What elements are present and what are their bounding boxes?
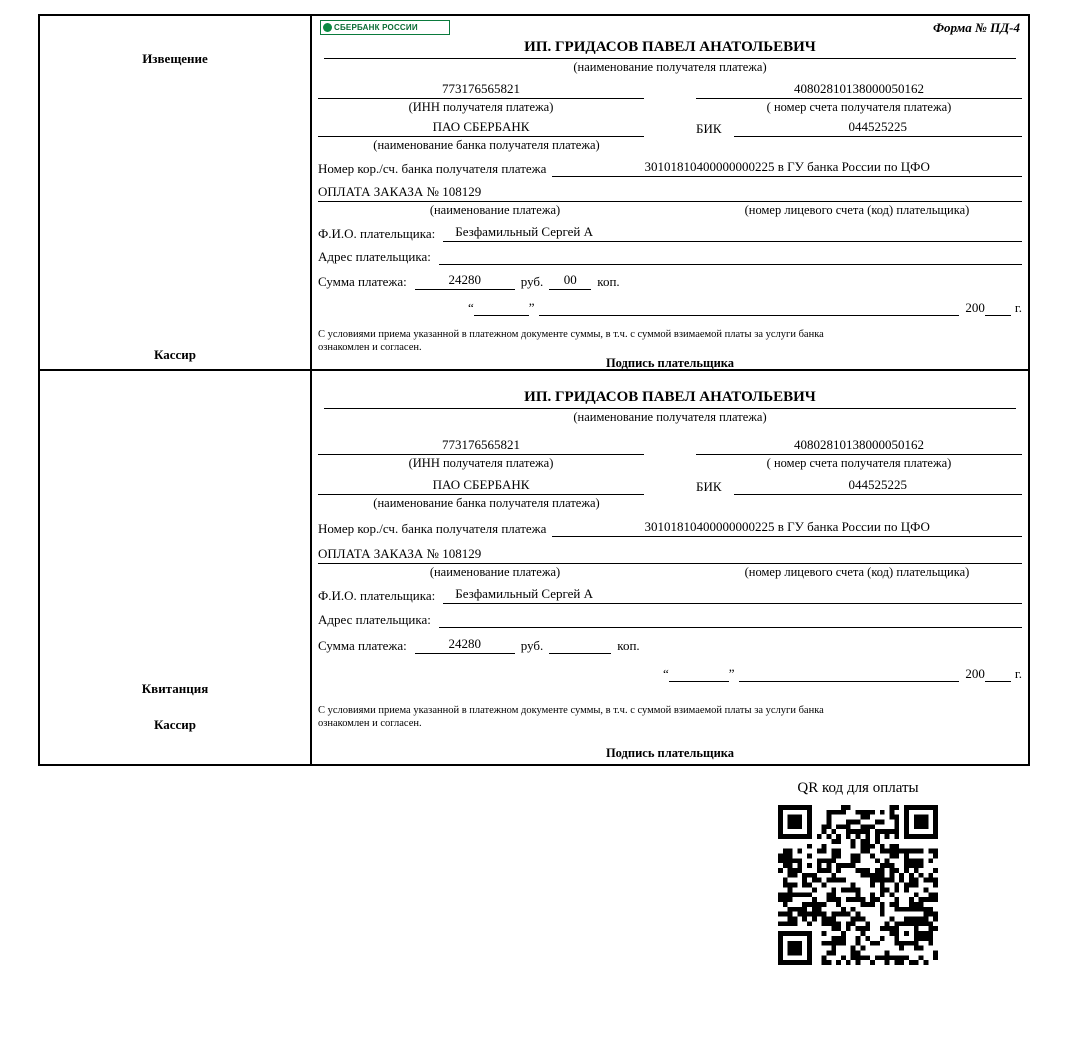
- signature-label-bottom: Подпись плательщика: [605, 746, 735, 761]
- account-value-bottom: 40802810138000050162: [696, 437, 1022, 455]
- right-column-top: [312, 16, 1028, 369]
- payer-address-value-bottom: [439, 626, 1022, 628]
- bik-label-bottom: БИК: [696, 479, 722, 494]
- korschet-value-bottom: 30101810400000000225 в ГУ банка России по ЦФО: [552, 519, 1022, 537]
- terms-line2-bottom: ознакомлен и согласен.: [318, 718, 422, 730]
- account-value-top: 40802810138000050162: [696, 81, 1022, 99]
- sberbank-logo: [320, 20, 450, 35]
- sum-label-bottom: Сумма платежа:: [318, 638, 407, 653]
- payer-address-value-top: [439, 263, 1022, 265]
- bik-label-top: БИК: [696, 121, 722, 136]
- payment-name-caption-top: (наименование платежа): [429, 203, 561, 217]
- date-quote-close-top: ”: [528, 300, 535, 315]
- date-year-blank-bottom: [985, 680, 1011, 682]
- payee-name-bottom: ИП. ГРИДАСОВ ПАВЕЛ АНАТОЛЬЕВИЧ: [324, 389, 1016, 409]
- left-column-bottom: [40, 371, 312, 764]
- label-kassir-bottom: Кассир: [153, 717, 196, 732]
- payer-fio-value-bottom: Безфамильный Сергей А: [443, 586, 1022, 604]
- qr-code-image: [778, 805, 938, 965]
- sum-kop-value-top: 00: [549, 272, 591, 290]
- sberbank-emblem-icon: [323, 23, 332, 32]
- form-number-top: Форма № ПД-4: [932, 20, 1020, 35]
- payee-name-top: ИП. ГРИДАСОВ ПАВЕЛ АНАТОЛЬЕВИЧ: [324, 39, 1016, 59]
- left-column-top: [40, 16, 312, 369]
- inn-caption-bottom: (ИНН получателя платежа): [408, 456, 554, 470]
- receipt-kvitanciya: [40, 371, 1028, 764]
- qr-section: [770, 780, 946, 965]
- payer-fio-value-top: Безфамильный Сергей А: [443, 224, 1022, 242]
- account-caption-bottom: ( номер счета получателя платежа): [766, 456, 952, 470]
- inn-value-top: 773176565821: [318, 81, 644, 99]
- date-year-blank-top: [985, 314, 1011, 316]
- date-g-bottom: г.: [1014, 666, 1022, 681]
- bik-value-top: 044525225: [734, 119, 1022, 137]
- payer-fio-label-top: Ф.И.О. плательщика:: [318, 226, 436, 241]
- sum-rub-value-top: 24280: [415, 272, 515, 290]
- date-g-top: г.: [1014, 300, 1022, 315]
- terms-text-bottom: [318, 704, 1022, 730]
- bik-value-bottom: 044525225: [734, 477, 1022, 495]
- receipt-izveshchenie: [40, 16, 1028, 371]
- date-quote-open-top: “: [468, 300, 474, 315]
- payment-name-value-bottom: ОПЛАТА ЗАКАЗА № 108129: [318, 546, 692, 564]
- terms-line2-top: ознакомлен и согласен.: [318, 342, 422, 354]
- date-day-top: [474, 314, 529, 316]
- inn-caption-top: (ИНН получателя платежа): [408, 100, 554, 114]
- terms-line1-bottom: С условиями приема указанной в платежном документе суммы, в т.ч. с суммой взимаемой платы за услуги банка: [318, 705, 824, 716]
- payee-caption-bottom: (наименование получателя платежа): [573, 410, 767, 424]
- sum-label-top: Сумма платежа:: [318, 274, 407, 289]
- date-year-top: 200: [965, 300, 985, 315]
- korschet-value-top: 30101810400000000225 в ГУ банка России по ЦФО: [552, 159, 1022, 177]
- payment-name-value-top: ОПЛАТА ЗАКАЗА № 108129: [318, 184, 692, 202]
- terms-text-top: [318, 328, 1022, 354]
- date-day-bottom: [669, 680, 729, 682]
- personal-account-caption-bottom: (номер лицевого счета (код) плательщика): [744, 565, 970, 579]
- rub-label-bottom: руб.: [520, 638, 544, 653]
- rub-label-top: руб.: [520, 274, 544, 289]
- payer-address-label-top: Адрес плательщика:: [318, 249, 431, 264]
- sberbank-logo-text: СБЕРБАНК РОССИИ: [334, 23, 418, 32]
- korschet-label-top: Номер кор./сч. банка получателя платежа: [318, 161, 547, 176]
- date-quote-close-bottom: ”: [728, 666, 735, 681]
- payee-caption-top: (наименование получателя платежа): [573, 60, 767, 74]
- payment-form: [38, 14, 1030, 766]
- personal-account-caption-top: (номер лицевого счета (код) плательщика): [744, 203, 970, 217]
- bank-name-caption-bottom: (наименование банка получателя платежа): [373, 496, 600, 510]
- date-month-bottom: [739, 680, 960, 682]
- label-kvitanciya: Квитанция: [141, 681, 209, 696]
- right-column-bottom: [312, 371, 1028, 764]
- korschet-label-bottom: Номер кор./сч. банка получателя платежа: [318, 521, 547, 536]
- kop-label-top: коп.: [597, 274, 620, 289]
- signature-label-top: Подпись плательщика: [605, 356, 735, 371]
- kop-label-bottom: коп.: [617, 638, 640, 653]
- sum-rub-value-bottom: 24280: [415, 636, 515, 654]
- date-quote-open-bottom: “: [663, 666, 669, 681]
- bank-name-caption-top: (наименование банка получателя платежа): [373, 138, 600, 152]
- bank-name-value-bottom: ПАО СБЕРБАНК: [318, 477, 644, 495]
- terms-line1-top: С условиями приема указанной в платежном документе суммы, в т.ч. с суммой взимаемой платы за услуги банка: [318, 329, 824, 340]
- label-izveshchenie: Извещение: [142, 51, 208, 66]
- bank-name-value-top: ПАО СБЕРБАНК: [318, 119, 644, 137]
- date-month-top: [539, 314, 960, 316]
- payment-name-caption-bottom: (наименование платежа): [429, 565, 561, 579]
- payer-fio-label-bottom: Ф.И.О. плательщика:: [318, 588, 436, 603]
- date-year-bottom: 200: [965, 666, 985, 681]
- payer-address-label-bottom: Адрес плательщика:: [318, 612, 431, 627]
- inn-value-bottom: 773176565821: [318, 437, 644, 455]
- label-kassir-top: Кассир: [153, 347, 196, 362]
- sum-kop-value-bottom: [549, 652, 611, 654]
- account-caption-top: ( номер счета получателя платежа): [766, 100, 952, 114]
- qr-title: QR код для оплаты: [797, 780, 919, 796]
